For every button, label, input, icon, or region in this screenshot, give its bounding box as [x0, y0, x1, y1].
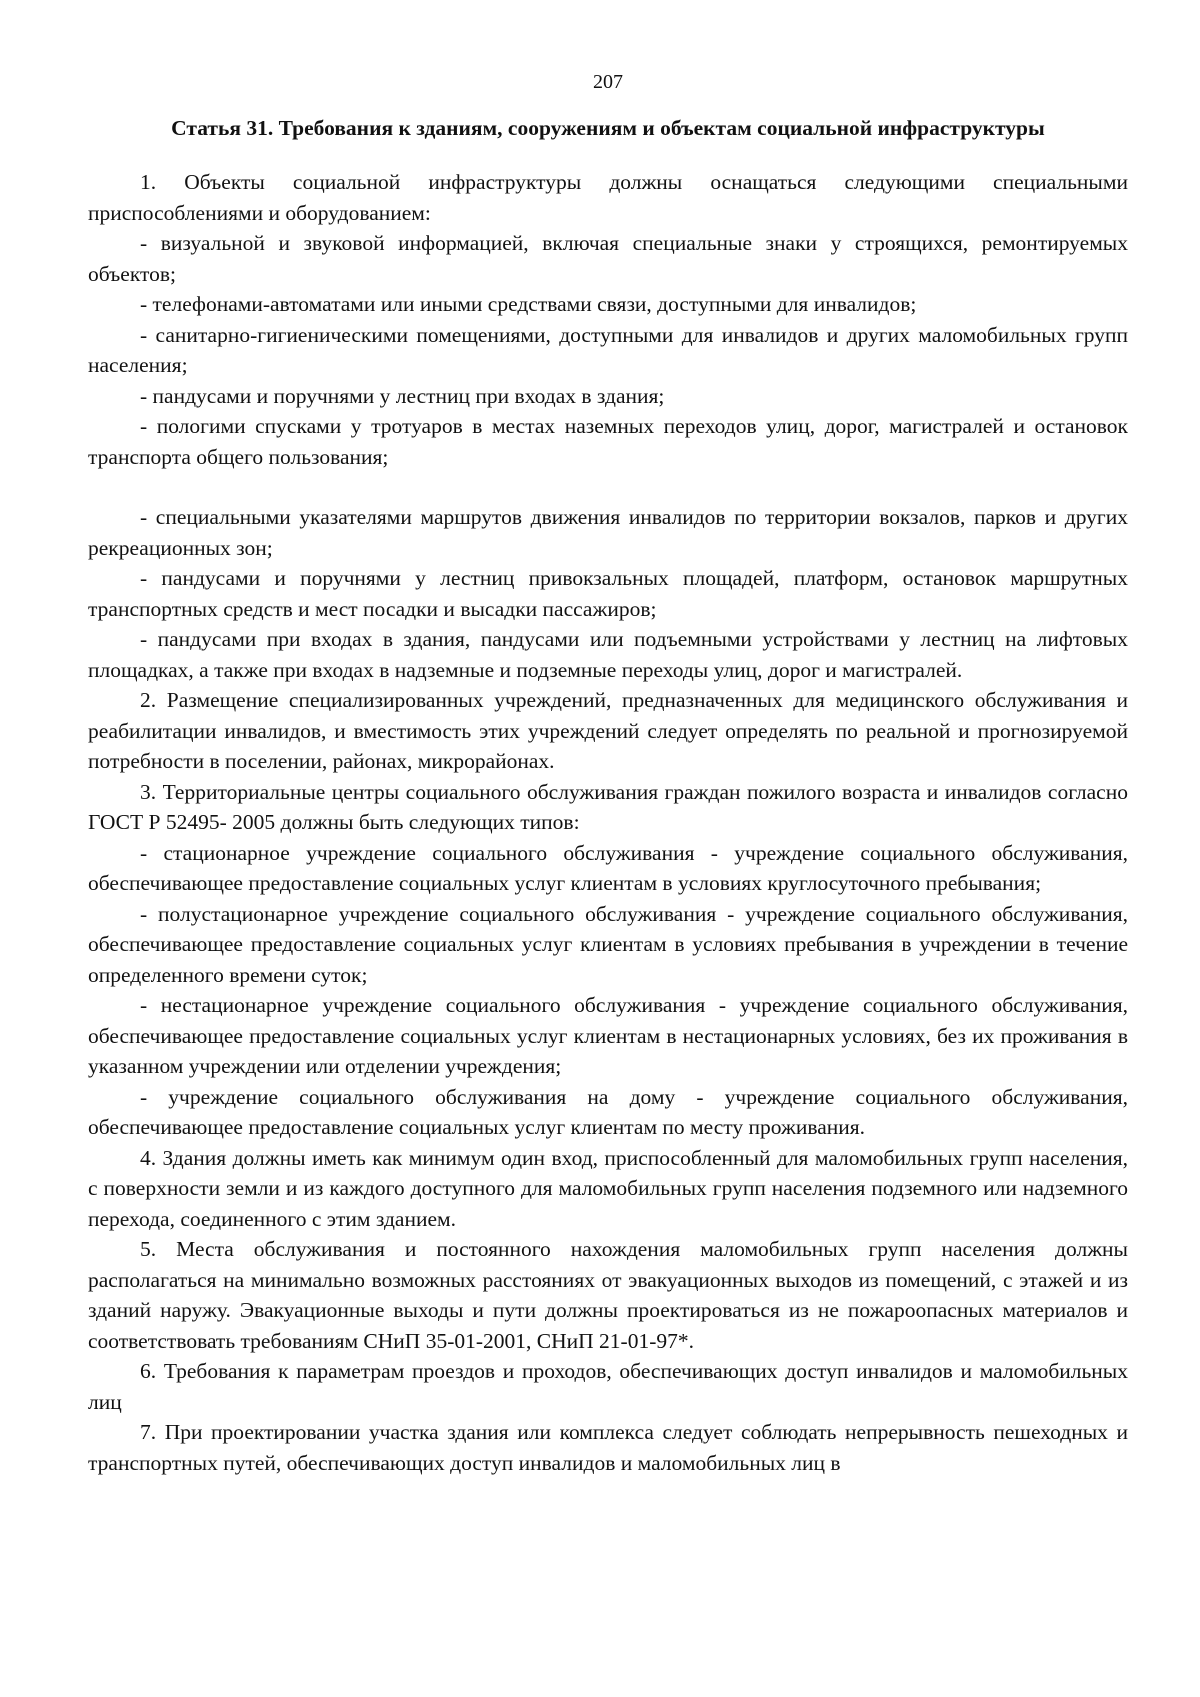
list-item: - пандусами при входах в здания, пандусами или подъемными устройствами у лестниц на лифтовых площадках, а также при входах в надземные и подземные переходы улиц, дорог и магистралей.	[88, 627, 1128, 682]
list-item: - пологими спусками у тротуаров в местах наземных переходов улиц, дорог, магистралей и остановок транспорта общего пользования;	[88, 414, 1128, 469]
list-item: - полустационарное учреждение социального обслуживания - учреждение социального обслуживания, обеспечивающее предоставление социальных услуг клиентам в условиях пребывания в учреждении в течение определенного времени суток;	[88, 901, 1128, 987]
list-item: - специальными указателями маршрутов движения инвалидов по территории вокзалов, парков и других рекреационных зон;	[88, 505, 1128, 560]
paragraph: 2. Размещение специализированных учреждений, предназначенных для медицинского обслуживания и реабилитации инвалидов, и вместимость этих учреждений следует определять по реальной и прогнозируемой потребности в поселении, районах, микрорайонах.	[88, 688, 1128, 773]
list-item: - учреждение социального обслуживания на дому - учреждение социального обслуживания, обеспечивающее предоставление социальных услуг клиентам по месту проживания.	[88, 1084, 1128, 1139]
paragraph: 7. При проектировании участка здания или комплекса следует соблюдать непрерывность пешеходных и транспортных путей, обеспечивающих доступ инвалидов и маломобильных лиц в	[88, 1420, 1128, 1475]
paragraph: 5. Места обслуживания и постоянного нахождения маломобильных групп населения должны располагаться на минимально возможных расстояниях от эвакуационных выходов из помещений, с этажей и из зданий наружу. Эвакуационные выходы и пути должны проектироваться из не пожароопасных материалов и соответствовать требованиям СНиП 35-01-2001, СНиП 21-01-97*.	[88, 1237, 1128, 1353]
list-item: - пандусами и поручнями у лестниц при входах в здания;	[140, 383, 665, 408]
list-item: - пандусами и поручнями у лестниц привокзальных площадей, платформ, остановок маршрутных транспортных средств и мест посадки и высадки пассажиров;	[88, 566, 1128, 621]
blank-gap	[88, 472, 1128, 502]
document-page	[88, 70, 1128, 1478]
paragraph: 6. Требования к параметрам проездов и проходов, обеспечивающих доступ инвалидов и маломобильных лиц	[88, 1359, 1128, 1414]
list-item: - стационарное учреждение социального обслуживания - учреждение социального обслуживания, обеспечивающее предоставление социальных услуг клиентам в условиях круглосуточного пребывания;	[88, 840, 1128, 895]
paragraph: 4. Здания должны иметь как минимум один вход, приспособленный для маломобильных групп населения, с поверхности земли и из каждого доступного для маломобильных групп населения подземного или надземного перехода, соединенного с этим зданием.	[88, 1145, 1128, 1231]
list-item: - нестационарное учреждение социального обслуживания - учреждение социального обслуживания, обеспечивающее предоставление социальных услуг клиентам в нестационарных условиях, без их проживания в указанном учреждении или отделении учреждения;	[88, 993, 1128, 1078]
article-heading: Статья 31. Требования к зданиям, сооружениям и объектам социальной инфраструктуры	[171, 116, 1045, 140]
list-item: - санитарно-гигиеническими помещениями, доступными для инвалидов и других маломобильных групп населения;	[88, 322, 1128, 377]
page-number: 207	[593, 71, 623, 93]
paragraph: 1. Объекты социальной инфраструктуры должны оснащаться следующими специальными приспособлениями и оборудованием:	[88, 170, 1128, 225]
list-item: - телефонами-автоматами или иными средствами связи, доступными для инвалидов;	[140, 292, 917, 316]
paragraph: 3. Территориальные центры социального обслуживания граждан пожилого возраста и инвалидов согласно ГОСТ Р 52495- 2005 должны быть следующих типов:	[88, 779, 1128, 834]
list-item: - визуальной и звуковой информацией, включая специальные знаки у строящихся, ремонтируемых объектов;	[88, 231, 1128, 286]
